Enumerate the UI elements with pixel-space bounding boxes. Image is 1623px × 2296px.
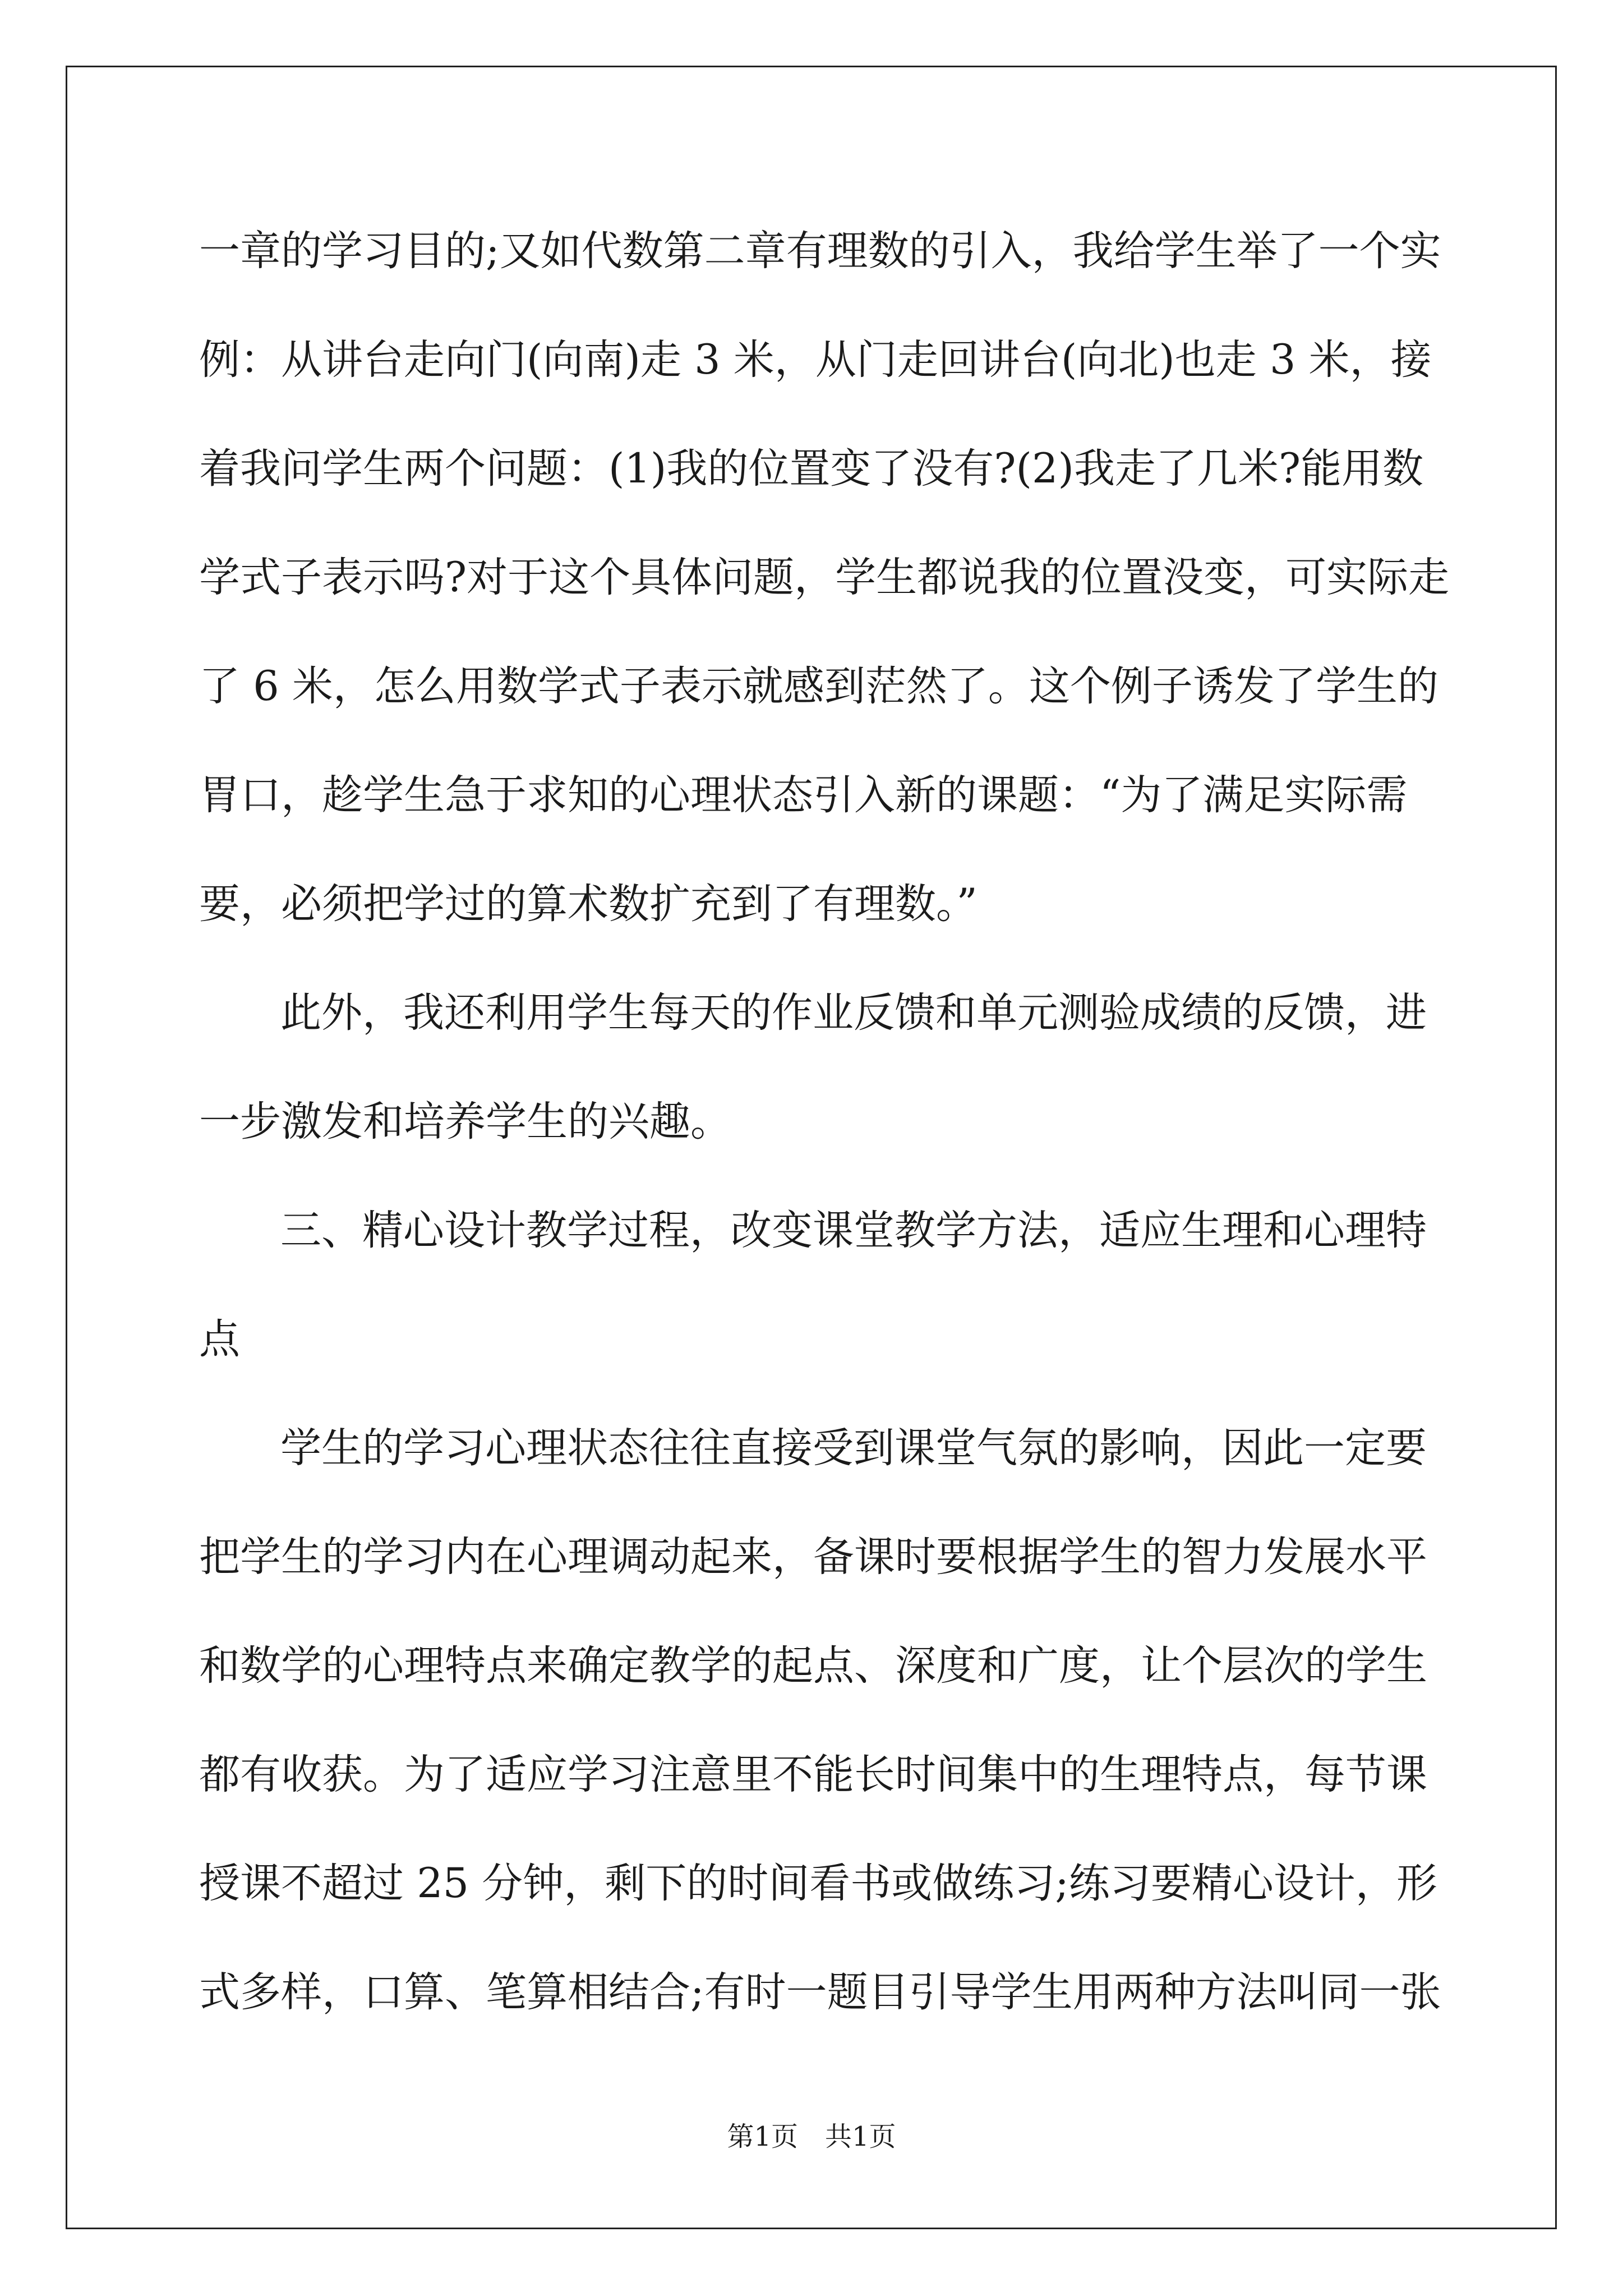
text-line: 把学生的学习内在心理调动起来，备课时要根据学生的智力发展水平 [199, 1533, 1427, 1581]
page-footer: 第1页 共1页 [727, 2121, 896, 2152]
text-line: 胃口，趁学生急于求知的心理状态引入新的课题：“为了满足实际需 [199, 771, 1408, 819]
section-heading: 点 [199, 1315, 240, 1363]
text-line: 要，必须把学过的算术数扩充到了有理数。” [199, 880, 978, 928]
section-heading: 三、精心设计教学过程，改变课堂教学方法，适应生理和心理特 [280, 1207, 1427, 1254]
text-line: 和数学的心理特点来确定教学的起点、深度和广度，让个层次的学生 [199, 1642, 1427, 1690]
text-line: 一章的学习目的;又如代数第二章有理数的引入，我给学生举了一个实 [199, 227, 1441, 275]
text-line: 学生的学习心理状态往往直接受到课堂气氛的影响，因此一定要 [280, 1424, 1427, 1472]
text-line: 了 6 米，怎么用数学式子表示就感到茫然了。这个例子诱发了学生的 [199, 662, 1438, 710]
text-line: 授课不超过 25 分钟，剩下的时间看书或做练习;练习要精心设计，形 [199, 1860, 1437, 1907]
text-line: 式多样，口算、笔算相结合;有时一题目引导学生用两种方法叫同一张 [199, 1968, 1441, 2016]
text-line: 着我问学生两个问题：(1)我的位置变了没有?(2)我走了几米?能用数 [199, 445, 1424, 493]
text-line: 学式子表示吗?对于这个具体问题，学生都说我的位置没变，可实际走 [199, 554, 1450, 601]
text-line: 此外，我还利用学生每天的作业反馈和单元测验成绩的反馈，进 [280, 989, 1427, 1037]
text-line: 一步激发和培养学生的兴趣。 [199, 1098, 731, 1145]
text-line: 例：从讲台走向门(向南)走 3 米，从门走回讲台(向北)也走 3 米，接 [199, 336, 1432, 384]
text-line: 都有收获。为了适应学习注意里不能长时间集中的生理特点，每节课 [199, 1751, 1427, 1798]
